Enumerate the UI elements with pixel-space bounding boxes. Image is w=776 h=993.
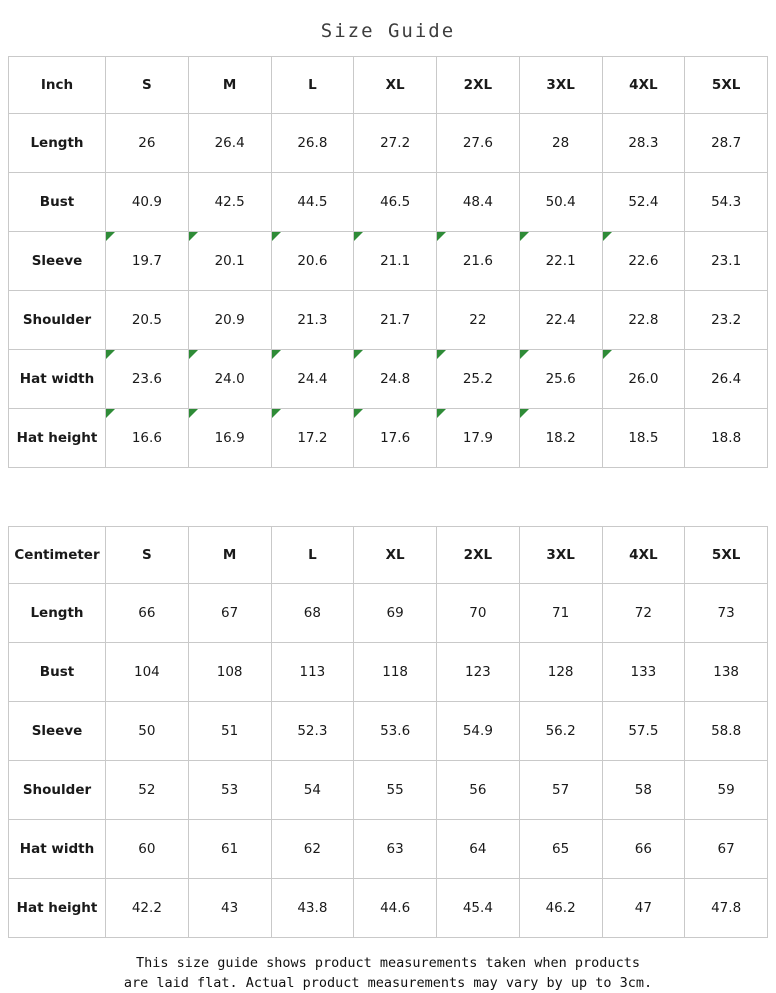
table-cell: 58 xyxy=(602,761,685,820)
table-row xyxy=(9,114,768,173)
table-row xyxy=(9,409,768,468)
table-cell: 22.6 xyxy=(602,232,685,291)
table-cell: 26 xyxy=(106,114,189,173)
size-header-2xl: 2XL xyxy=(437,527,520,584)
table-row xyxy=(9,350,768,409)
size-header-m: M xyxy=(188,527,271,584)
table-cell: 56 xyxy=(437,761,520,820)
table-cell: 66 xyxy=(602,820,685,879)
table-cell: 20.1 xyxy=(188,232,271,291)
table-cell: 18.8 xyxy=(685,409,768,468)
table-cell: 51 xyxy=(188,702,271,761)
table-cell: 23.6 xyxy=(106,350,189,409)
table-cell: 53 xyxy=(188,761,271,820)
table-cell: 26.8 xyxy=(271,114,354,173)
table-cell: 28.3 xyxy=(602,114,685,173)
table-cell: 56.2 xyxy=(519,702,602,761)
table-row xyxy=(9,879,768,938)
table-cell: 138 xyxy=(685,643,768,702)
table-cell: 16.9 xyxy=(188,409,271,468)
table-cell: 57 xyxy=(519,761,602,820)
table-cell: 44.5 xyxy=(271,173,354,232)
table-cell: 27.6 xyxy=(437,114,520,173)
table-cell: 64 xyxy=(437,820,520,879)
table-cell: 128 xyxy=(519,643,602,702)
table-cell: 72 xyxy=(602,584,685,643)
table-cell: 28.7 xyxy=(685,114,768,173)
table-cell: 22.1 xyxy=(519,232,602,291)
row-label: Shoulder xyxy=(9,761,106,820)
table-cell: 54.3 xyxy=(685,173,768,232)
table-cell: 48.4 xyxy=(437,173,520,232)
table-cell: 66 xyxy=(106,584,189,643)
table-cell: 68 xyxy=(271,584,354,643)
table-cell: 62 xyxy=(271,820,354,879)
size-header-4xl: 4XL xyxy=(602,57,685,114)
table-cell: 45.4 xyxy=(437,879,520,938)
unit-label-inch: Inch xyxy=(9,57,106,114)
table-cell: 24.8 xyxy=(354,350,437,409)
row-label: Bust xyxy=(9,643,106,702)
size-header-l: L xyxy=(271,527,354,584)
table-cell: 18.2 xyxy=(519,409,602,468)
row-label: Hat height xyxy=(9,409,106,468)
size-header-3xl: 3XL xyxy=(519,527,602,584)
table-cell: 23.2 xyxy=(685,291,768,350)
size-table-inch-body xyxy=(9,57,768,468)
table-cell: 20.5 xyxy=(106,291,189,350)
size-header-4xl: 4XL xyxy=(602,527,685,584)
size-header-l: L xyxy=(271,57,354,114)
table-row xyxy=(9,702,768,761)
footnote xyxy=(18,938,758,993)
table-cell: 24.0 xyxy=(188,350,271,409)
table-cell: 54.9 xyxy=(437,702,520,761)
table-cell: 42.2 xyxy=(106,879,189,938)
table-cell: 54 xyxy=(271,761,354,820)
table-cell: 26.4 xyxy=(188,114,271,173)
table-cell: 52.3 xyxy=(271,702,354,761)
size-header-s: S xyxy=(106,527,189,584)
row-label: Hat width xyxy=(9,820,106,879)
table-cell: 17.2 xyxy=(271,409,354,468)
size-header-2xl: 2XL xyxy=(437,57,520,114)
table-cell: 50 xyxy=(106,702,189,761)
page-title: Size Guide xyxy=(320,20,456,42)
size-table-centimeter-body xyxy=(9,527,768,938)
size-header-xl: XL xyxy=(354,57,437,114)
size-header-s: S xyxy=(106,57,189,114)
table-cell: 63 xyxy=(354,820,437,879)
table-cell: 43.8 xyxy=(271,879,354,938)
table-cell: 17.9 xyxy=(437,409,520,468)
row-label: Hat width xyxy=(9,350,106,409)
table-cell: 21.6 xyxy=(437,232,520,291)
table-cell: 26.4 xyxy=(685,350,768,409)
row-label: Length xyxy=(9,114,106,173)
table-cell: 57.5 xyxy=(602,702,685,761)
table-cell: 23.1 xyxy=(685,232,768,291)
table-cell: 27.2 xyxy=(354,114,437,173)
footnote-line-1: This size guide shows product measurements taken when products xyxy=(136,955,640,971)
table-cell: 50.4 xyxy=(519,173,602,232)
table-cell: 71 xyxy=(519,584,602,643)
table-cell: 20.6 xyxy=(271,232,354,291)
table-cell: 113 xyxy=(271,643,354,702)
row-label: Length xyxy=(9,584,106,643)
table-header-row xyxy=(9,527,768,584)
table-cell: 22 xyxy=(437,291,520,350)
table-cell: 26.0 xyxy=(602,350,685,409)
table-cell: 108 xyxy=(188,643,271,702)
table-cell: 44.6 xyxy=(354,879,437,938)
table-cell: 60 xyxy=(106,820,189,879)
table-spacer xyxy=(0,468,776,526)
table-cell: 40.9 xyxy=(106,173,189,232)
row-label: Shoulder xyxy=(9,291,106,350)
table-cell: 46.5 xyxy=(354,173,437,232)
table-cell: 22.8 xyxy=(602,291,685,350)
table-cell: 73 xyxy=(685,584,768,643)
table-cell: 20.9 xyxy=(188,291,271,350)
table-cell: 28 xyxy=(519,114,602,173)
table-row xyxy=(9,820,768,879)
table-cell: 104 xyxy=(106,643,189,702)
table-cell: 47.8 xyxy=(685,879,768,938)
table-row xyxy=(9,761,768,820)
table-cell: 46.2 xyxy=(519,879,602,938)
table-header-row xyxy=(9,57,768,114)
table-cell: 18.5 xyxy=(602,409,685,468)
table-cell: 118 xyxy=(354,643,437,702)
table-cell: 70 xyxy=(437,584,520,643)
table-cell: 42.5 xyxy=(188,173,271,232)
table-cell: 19.7 xyxy=(106,232,189,291)
table-cell: 65 xyxy=(519,820,602,879)
row-label: Sleeve xyxy=(9,702,106,761)
table-cell: 16.6 xyxy=(106,409,189,468)
table-row xyxy=(9,291,768,350)
table-cell: 59 xyxy=(685,761,768,820)
table-cell: 43 xyxy=(188,879,271,938)
table-cell: 21.3 xyxy=(271,291,354,350)
table-cell: 24.4 xyxy=(271,350,354,409)
table-cell: 17.6 xyxy=(354,409,437,468)
table-row xyxy=(9,584,768,643)
size-table-centimeter xyxy=(8,526,768,938)
table-cell: 25.6 xyxy=(519,350,602,409)
table-cell: 52 xyxy=(106,761,189,820)
table-cell: 61 xyxy=(188,820,271,879)
table-cell: 69 xyxy=(354,584,437,643)
size-header-xl: XL xyxy=(354,527,437,584)
row-label: Bust xyxy=(9,173,106,232)
table-cell: 67 xyxy=(685,820,768,879)
table-cell: 123 xyxy=(437,643,520,702)
size-header-5xl: 5XL xyxy=(685,57,768,114)
footnote-line-2: are laid flat. Actual product measurements may vary by up to 3cm. xyxy=(123,974,653,991)
table-cell: 21.7 xyxy=(354,291,437,350)
table-cell: 55 xyxy=(354,761,437,820)
row-label: Sleeve xyxy=(9,232,106,291)
table-cell: 22.4 xyxy=(519,291,602,350)
table-cell: 133 xyxy=(602,643,685,702)
table-cell: 25.2 xyxy=(437,350,520,409)
table-cell: 52.4 xyxy=(602,173,685,232)
table-row xyxy=(9,643,768,702)
size-header-5xl: 5XL xyxy=(685,527,768,584)
table-row xyxy=(9,232,768,291)
row-label: Hat height xyxy=(9,879,106,938)
size-header-m: M xyxy=(188,57,271,114)
size-table-inch xyxy=(8,56,768,468)
table-cell: 21.1 xyxy=(354,232,437,291)
table-cell: 53.6 xyxy=(354,702,437,761)
table-row xyxy=(9,173,768,232)
table-cell: 58.8 xyxy=(685,702,768,761)
size-header-3xl: 3XL xyxy=(519,57,602,114)
table-cell: 67 xyxy=(188,584,271,643)
table-cell: 47 xyxy=(602,879,685,938)
unit-label-centimeter: Centimeter xyxy=(9,527,106,584)
